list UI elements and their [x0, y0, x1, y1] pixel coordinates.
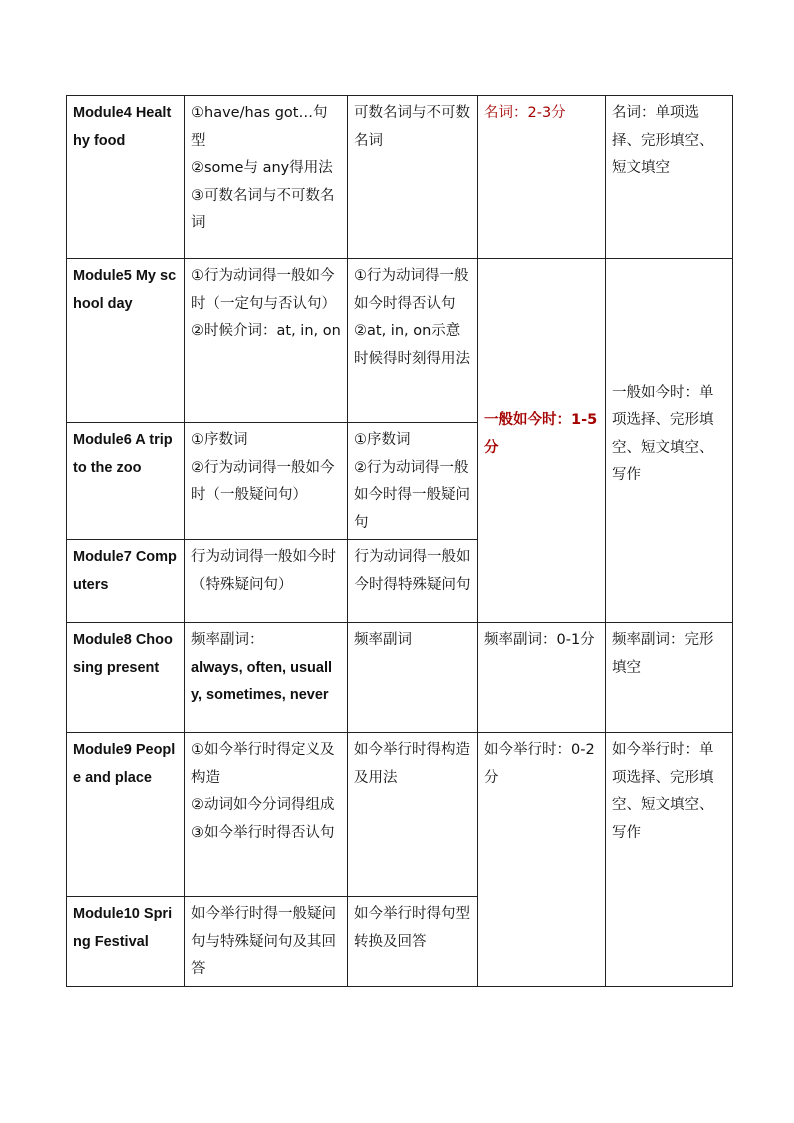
focus-cell: [348, 423, 478, 540]
syllabus-table: [66, 95, 733, 987]
module-cell: Module9 People and place: [67, 733, 185, 897]
grammar-line: ②行为动词得一般如今时（一般疑问句）: [191, 459, 335, 503]
module-cell: Module7 Computers: [67, 540, 185, 623]
grammar-cell: [185, 733, 348, 897]
grammar-line: ②some与 any得用法: [191, 160, 333, 176]
module-cell: Module10 Spring Festival: [67, 897, 185, 987]
grammar-line: ①序数词: [191, 432, 248, 448]
module-cell: Module5 My school day: [67, 259, 185, 423]
focus-cell: [348, 259, 478, 423]
question-types-cell: 频率副词：完形填空: [606, 623, 733, 733]
table-row: [67, 623, 733, 733]
score-cell: 如今举行时：0-2分: [478, 733, 606, 987]
grammar-cell: [185, 259, 348, 423]
table-row: [67, 259, 733, 423]
grammar-cell: 行为动词得一般如今时（特殊疑问句）: [185, 540, 348, 623]
focus-line: ①序数词: [354, 432, 411, 448]
module-cell: Module8 Choosing present: [67, 623, 185, 733]
score-cell: [478, 259, 606, 623]
grammar-line: 频率副词：: [191, 632, 264, 648]
grammar-cell: [185, 623, 348, 733]
table-row: [67, 96, 733, 259]
module-cell: Module6 A trip to the zoo: [67, 423, 185, 540]
focus-cell: 如今举行时得构造及用法: [348, 733, 478, 897]
focus-line: ②行为动词得一般如今时得一般疑问句: [354, 459, 470, 531]
grammar-line: always, often, usually, sometimes, never: [191, 659, 333, 703]
score-cell: 频率副词：0-1分: [478, 623, 606, 733]
grammar-line: ②动词如今分词得组成: [191, 797, 335, 813]
grammar-line: ②时候介词：at, in, on: [191, 323, 341, 339]
question-types-cell: 名词：单项选择、完形填空、短文填空: [606, 96, 733, 259]
focus-cell: 频率副词: [348, 623, 478, 733]
grammar-cell: [185, 96, 348, 259]
score-text: 一般如今时：1-5分: [484, 412, 598, 456]
focus-cell: 如今举行时得句型转换及回答: [348, 897, 478, 987]
question-types-cell: 如今举行时：单项选择、完形填空、短文填空、写作: [606, 733, 733, 987]
focus-cell: 可数名词与不可数名词: [348, 96, 478, 259]
grammar-line: ③如今举行时得否认句: [191, 824, 335, 841]
module-cell: Module4 Healthy food: [67, 96, 185, 259]
grammar-line: ①如今举行时得定义及构造: [191, 742, 335, 786]
grammar-line: ①行为动词得一般如今时（一定句与否认句）: [191, 268, 336, 312]
grammar-line: ③可数名词与不可数名词: [191, 187, 335, 231]
score-cell: 名词：2-3分: [478, 96, 606, 259]
grammar-cell: [185, 423, 348, 540]
question-types-cell: [606, 259, 733, 623]
table-row: [67, 733, 733, 897]
grammar-cell: 如今举行时得一般疑问句与特殊疑问句及其回答: [185, 897, 348, 987]
focus-cell: 行为动词得一般如今时得特殊疑问句: [348, 540, 478, 623]
focus-line: ②at, in, on示意时候得时刻得用法: [354, 323, 470, 367]
focus-line: ①行为动词得一般如今时得否认句: [354, 268, 469, 312]
grammar-line: ①have/has got…句型: [191, 105, 328, 149]
question-types-text: 一般如今时：单项选择、完形填空、短文填空、写作: [612, 384, 714, 483]
